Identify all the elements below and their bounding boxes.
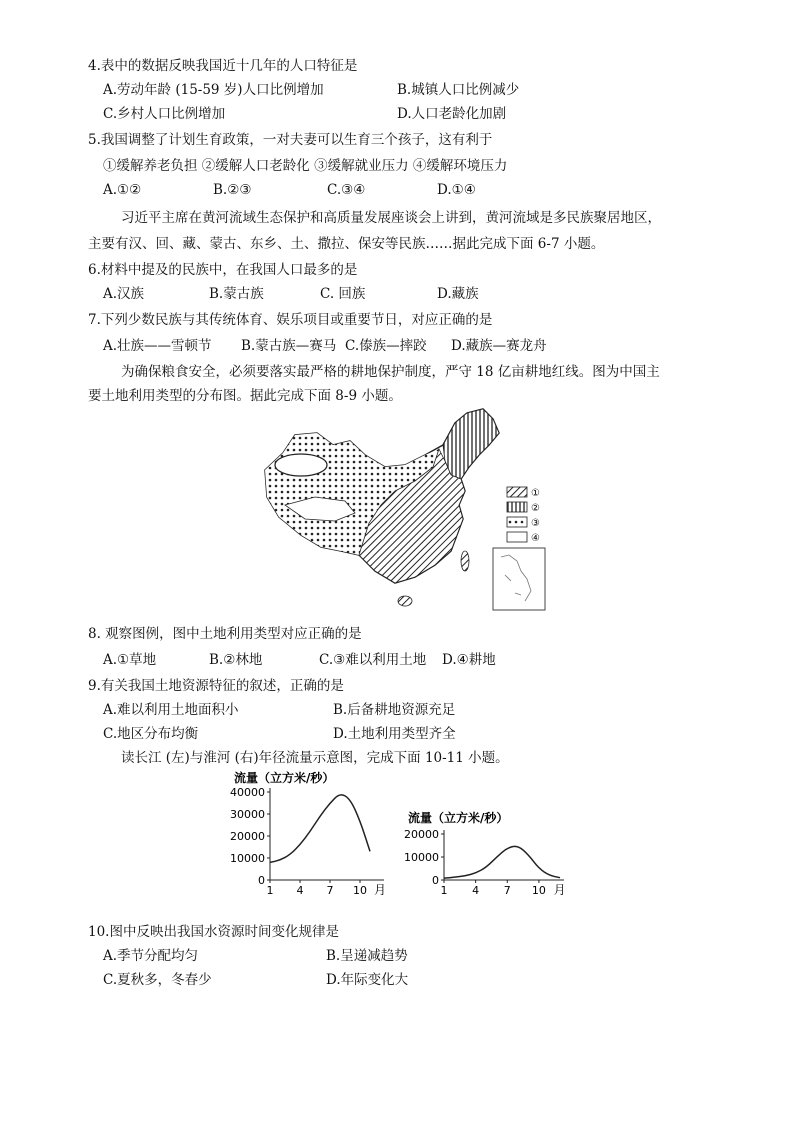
q10-option-d: D.年际变化大	[326, 972, 409, 988]
china-land-use-map	[255, 405, 575, 615]
q6-option-c: C. 回族	[320, 286, 366, 302]
q6-option-a: A.汉族	[103, 286, 145, 302]
yangtze-runoff-chart	[226, 768, 387, 908]
q4-option-d: D.人口老龄化加剧	[397, 106, 507, 122]
material-3-line-1: 读长江 (左)与淮河 (右)年径流量示意图，完成下面 10-11 小题。	[121, 750, 509, 766]
q9-option-c: C.地区分布均衡	[103, 726, 199, 742]
q4-option-c: C.乡村人口比例增加	[103, 106, 226, 122]
chart-1-ylabel: 流量（立方米/秒）	[408, 811, 509, 825]
q7-stem: 7.下列少数民族与其传统体育、娱乐项目或重要节日，对应正确的是	[88, 312, 493, 328]
chart-0-ytick-3: 30000	[230, 808, 265, 821]
chart-0-ytick-4: 40000	[230, 786, 265, 799]
q5-items: ①缓解养老负担 ②缓解人口老龄化 ③缓解就业压力 ④缓解环境压力	[103, 158, 508, 174]
chart-1-ytick-2: 20000	[404, 828, 439, 841]
q4-option-a: A.劳动年龄 (15-59 岁)人口比例增加	[103, 82, 324, 98]
q5-option-b: B.②③	[213, 182, 252, 198]
chart-1-ytick-0: 0	[432, 874, 439, 887]
map-legend	[507, 487, 540, 544]
chart-0-ytick-0: 0	[258, 874, 265, 887]
material-1-line-2: 主要有汉、回、藏、蒙古、东乡、土、撒拉、保安等民族……据此完成下面 6-7 小题。	[88, 236, 605, 252]
q4-stem: 4.表中的数据反映我国近十几年的人口特征是	[88, 58, 358, 74]
q9-option-a: A.难以利用土地面积小	[103, 702, 239, 718]
chart-1-series-line	[444, 846, 560, 878]
legend-label-2: ②	[531, 503, 540, 514]
chart-1-xtick-0: 1	[440, 884, 448, 897]
q9-stem: 9.有关我国土地资源特征的叙述，正确的是	[88, 678, 344, 694]
legend-label-3: ③	[531, 518, 540, 529]
chart-0-xtick-1: 4	[296, 884, 304, 897]
chart-0-ytick-1: 10000	[230, 852, 265, 865]
q7-option-c: C.傣族—摔跤	[345, 338, 427, 354]
legend-label-4: ④	[531, 533, 540, 544]
q6-stem: 6.材料中提及的民族中，在我国人口最多的是	[88, 262, 358, 278]
material-2-line-2: 要土地利用类型的分布图。据此完成下面 8-9 小题。	[88, 388, 402, 404]
q10-option-b: B.呈递减趋势	[326, 948, 408, 964]
chart-0-x-unit: 月	[374, 883, 387, 897]
q8-option-d: D.④耕地	[442, 652, 496, 668]
chart-1-x-unit: 月	[553, 883, 566, 897]
q9-option-d: D.土地利用类型齐全	[333, 726, 456, 742]
q5-option-d: D.①④	[437, 182, 476, 198]
q10-option-a: A.季节分配均匀	[103, 948, 199, 964]
q5-option-c: C.③④	[327, 182, 366, 198]
chart-0-ytick-2: 20000	[230, 830, 265, 843]
q8-option-c: C.③难以利用土地	[319, 652, 427, 668]
legend-label-1: ①	[531, 488, 540, 499]
chart-0-xtick-2: 7	[326, 884, 334, 897]
chart-0-ylabel: 流量（立方米/秒）	[234, 771, 335, 785]
chart-0-xtick-0: 1	[266, 884, 274, 897]
material-1-line-1: 习近平主席在黄河流域生态保护和高质量发展座谈会上讲到，黄河流域是多民族聚居地区，	[121, 210, 661, 226]
chart-1-xtick-3: 10	[531, 884, 546, 897]
q9-option-b: B.后备耕地资源充足	[333, 702, 456, 718]
q5-option-a: A.①②	[103, 182, 142, 198]
south-china-sea-inset	[493, 548, 545, 610]
chart-1-ytick-1: 10000	[404, 851, 439, 864]
q6-option-d: D.藏族	[437, 286, 479, 302]
q8-stem: 8. 观察图例，图中土地利用类型对应正确的是	[88, 626, 362, 642]
chart-0-series-line	[270, 795, 370, 863]
q7-option-d: D.藏族—赛龙舟	[451, 338, 547, 354]
q7-option-b: B.蒙古族—赛马	[241, 338, 337, 354]
chart-1-xtick-1: 4	[472, 884, 480, 897]
chart-0-xtick-3: 10	[353, 884, 367, 897]
q8-option-b: B.②林地	[209, 652, 263, 668]
chart-1-xtick-2: 7	[503, 884, 511, 897]
q10-stem: 10.图中反映出我国水资源时间变化规律是	[88, 924, 339, 940]
q4-option-b: B.城镇人口比例减少	[397, 82, 520, 98]
q10-option-c: C.夏秋多，冬春少	[103, 972, 212, 988]
q5-stem: 5.我国调整了计划生育政策，一对夫妻可以生育三个孩子，这有利于	[88, 132, 493, 148]
q8-option-a: A.①草地	[103, 652, 157, 668]
huaihe-runoff-chart	[404, 806, 574, 916]
material-2-line-1: 为确保粮食安全，必须要落实最严格的耕地保护制度，严守 18 亿亩耕地红线。图为中国主	[121, 364, 660, 380]
q7-option-a: A.壮族——雪顿节	[103, 338, 212, 354]
q6-option-b: B.蒙古族	[209, 286, 264, 302]
